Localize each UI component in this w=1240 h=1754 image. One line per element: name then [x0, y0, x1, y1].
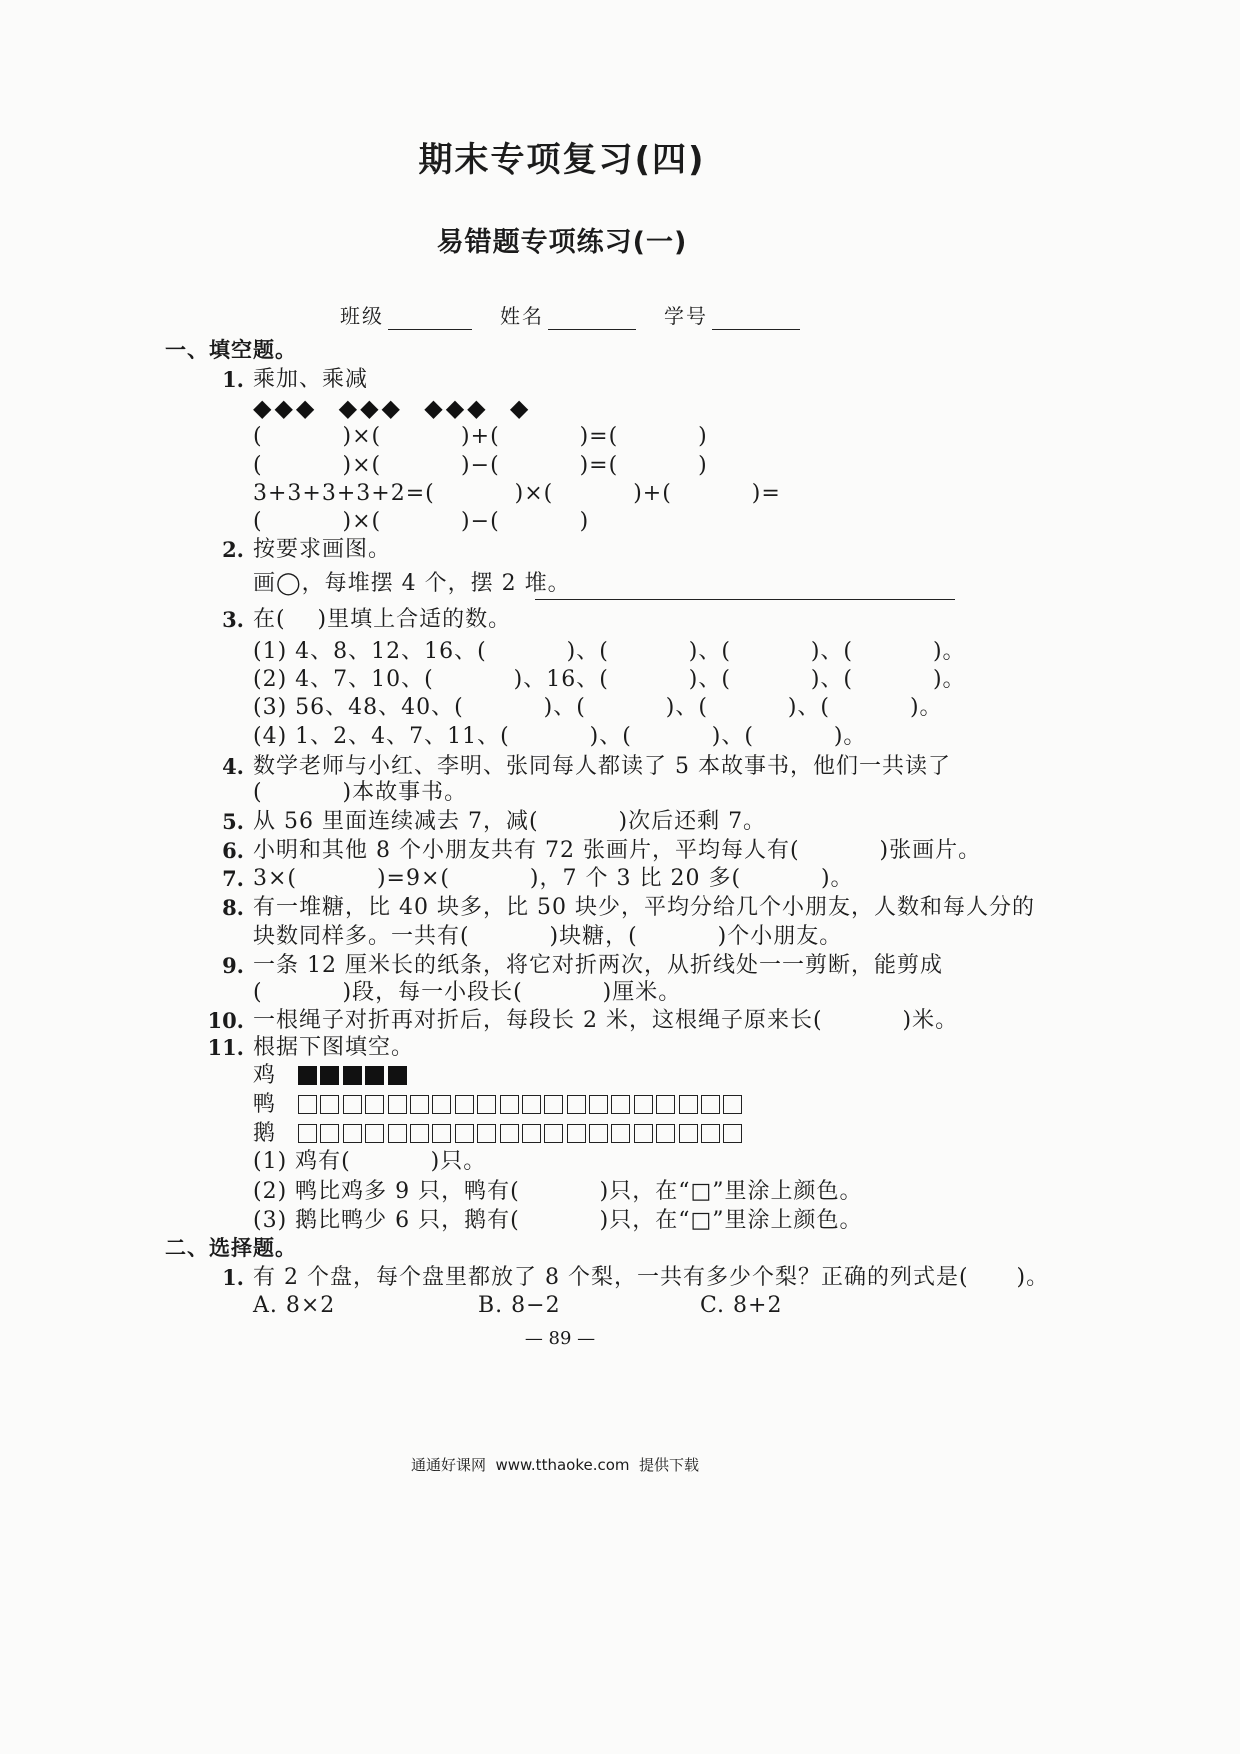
sub-question: (1) 鸡有( )只。 [253, 1149, 487, 1174]
empty-square [455, 1124, 474, 1143]
question-number: 1. [222, 367, 244, 392]
empty-square [701, 1124, 720, 1143]
question-text-continued: ( )段，每一小段长( )厘米。 [253, 980, 682, 1005]
empty-square [477, 1124, 496, 1143]
question-text: 数学老师与小红、李明、张同每人都读了 5 本故事书，他们一共读了 [253, 754, 951, 779]
empty-square [343, 1124, 362, 1143]
empty-square [634, 1095, 653, 1114]
empty-square [701, 1095, 720, 1114]
duck-square-row [298, 1095, 746, 1115]
empty-square [500, 1124, 519, 1143]
question-number: 1. [222, 1265, 244, 1290]
empty-square [656, 1095, 675, 1114]
empty-square [522, 1095, 541, 1114]
empty-square [388, 1095, 407, 1114]
name-blank [548, 307, 636, 330]
download-footer: 通通好课网 www.tthaoke.com 提供下载 [410, 1456, 700, 1474]
empty-square [343, 1095, 362, 1114]
question-number: 5. [222, 809, 244, 834]
question-number: 10. [207, 1008, 244, 1033]
sub-question: (2) 鸭比鸡多 9 只，鸭有( )只，在“□”里涂上颜色。 [253, 1179, 863, 1204]
question-number: 8. [222, 895, 244, 920]
filled-square [298, 1066, 317, 1085]
empty-square [298, 1124, 317, 1143]
equation-row: 3+3+3+3+2=( )×( )+( )= [253, 481, 781, 506]
question-number: 9. [222, 953, 244, 978]
option-a: A. 8×2 [253, 1293, 336, 1318]
question-number: 2. [222, 537, 244, 562]
empty-square [544, 1124, 563, 1143]
question-text: 根据下图填空。 [253, 1035, 415, 1060]
page-number: — 89 — [524, 1328, 596, 1349]
option-c: C. 8+2 [700, 1293, 783, 1318]
goose-square-row [298, 1124, 746, 1144]
filled-square [388, 1066, 407, 1085]
filled-square [343, 1066, 362, 1085]
empty-square [388, 1124, 407, 1143]
question-number: 6. [222, 838, 244, 863]
question-number: 3. [222, 607, 244, 632]
empty-square [455, 1095, 474, 1114]
question-text: 小明和其他 8 个小朋友共有 72 张画片，平均每人有( )张画片。 [253, 838, 982, 863]
empty-square [365, 1124, 384, 1143]
drawing-task: 画◯，每堆摆 4 个，摆 2 堆。 [253, 571, 571, 596]
student-id-blank [712, 307, 800, 330]
page-subtitle: 易错题专项练习(一) [436, 227, 688, 258]
name-label: 姓名 [500, 304, 544, 328]
question-text: 乘加、乘减 [253, 367, 369, 392]
empty-square [723, 1095, 742, 1114]
empty-square [320, 1124, 339, 1143]
empty-square [432, 1095, 451, 1114]
question-text-continued: 块数同样多。一共有( )块糖，( )个小朋友。 [253, 924, 843, 949]
equation-row: ( )×( )−( )=( ) [253, 453, 708, 478]
question-text: 一条 12 厘米长的纸条，将它对折两次，从折线处一一剪断，能剪成 [253, 953, 943, 978]
answer-line [535, 599, 955, 600]
section-heading: 一、填空题。 [165, 338, 297, 362]
student-id-label: 学号 [664, 304, 708, 328]
page-title: 期末专项复习(四) [418, 140, 706, 180]
empty-square [298, 1095, 317, 1114]
empty-square [679, 1124, 698, 1143]
sub-question: (3) 鹅比鸭少 6 只，鹅有( )只，在“□”里涂上颜色。 [253, 1208, 863, 1233]
equation-row: ( )×( )+( )=( ) [253, 424, 708, 449]
chicken-label: 鸡 [253, 1063, 277, 1088]
empty-square [365, 1095, 384, 1114]
class-blank [388, 307, 472, 330]
diamond-row: ◆◆◆ ◆◆◆ ◆◆◆ ◆ [253, 394, 532, 422]
filled-square [320, 1066, 339, 1085]
question-number: 11. [207, 1035, 244, 1060]
student-info-row [340, 302, 800, 330]
empty-square [589, 1095, 608, 1114]
empty-square [567, 1124, 586, 1143]
question-text-continued: ( )本故事书。 [253, 780, 468, 805]
question-text: 有一堆糖，比 40 块多，比 50 块少，平均分给几个小朋友，人数和每人分的 [253, 895, 1035, 920]
empty-square [723, 1124, 742, 1143]
sequence-item: (3) 56、48、40、( )、( )、( )、( )。 [253, 695, 943, 720]
question-text: 有 2 个盘，每个盘里都放了 8 个梨，一共有多少个梨？正确的列式是( )。 [253, 1265, 1050, 1290]
sequence-item: (1) 4、8、12、16、( )、( )、( )、( )。 [253, 639, 966, 664]
empty-square [410, 1095, 429, 1114]
empty-square [634, 1124, 653, 1143]
section-heading: 二、选择题。 [165, 1236, 297, 1260]
chicken-square-row [298, 1066, 410, 1086]
question-number: 4. [222, 754, 244, 779]
empty-square [544, 1095, 563, 1114]
option-b: B. 8−2 [478, 1293, 561, 1318]
empty-square [432, 1124, 451, 1143]
class-label: 班级 [340, 304, 384, 328]
goose-label: 鹅 [253, 1121, 277, 1146]
empty-square [656, 1124, 675, 1143]
empty-square [500, 1095, 519, 1114]
empty-square [522, 1124, 541, 1143]
empty-square [611, 1124, 630, 1143]
duck-label: 鸭 [253, 1092, 277, 1117]
question-text: 从 56 里面连续减去 7，减( )次后还剩 7。 [253, 809, 767, 834]
empty-square [589, 1124, 608, 1143]
empty-square [320, 1095, 339, 1114]
question-text: 一根绳子对折再对折后，每段长 2 米，这根绳子原来长( )米。 [253, 1008, 959, 1033]
sequence-item: (2) 4、7、10、( )、16、( )、( )、( )。 [253, 667, 966, 692]
question-text: 在( )里填上合适的数。 [253, 607, 512, 632]
question-number: 7. [222, 866, 244, 891]
empty-square [611, 1095, 630, 1114]
question-text: 3×( )=9×( )，7 个 3 比 20 多( )。 [253, 866, 854, 891]
sequence-item: (4) 1、2、4、7、11、( )、( )、( )。 [253, 724, 867, 749]
empty-square [567, 1095, 586, 1114]
empty-square [477, 1095, 496, 1114]
equation-row: ( )×( )−( ) [253, 509, 590, 534]
question-text: 按要求画图。 [253, 537, 392, 562]
empty-square [410, 1124, 429, 1143]
empty-square [679, 1095, 698, 1114]
filled-square [365, 1066, 384, 1085]
